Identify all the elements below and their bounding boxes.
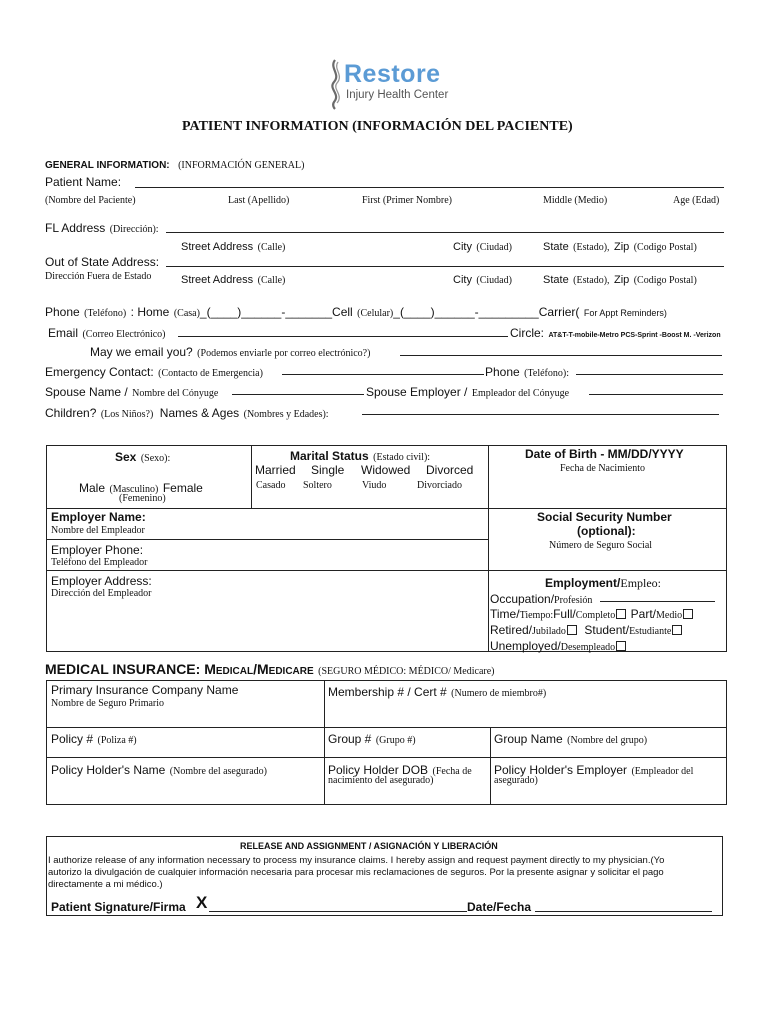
fl-address-field[interactable] xyxy=(166,232,724,233)
may-email-es: (Podemos enviarle por correo electrónico?) xyxy=(197,348,371,359)
divorced-option[interactable]: Divorced xyxy=(426,463,474,477)
cell-phone-field[interactable]: _(____)______-_________ xyxy=(393,305,539,319)
logo-brand: Restore xyxy=(344,60,441,88)
logo-subtitle: Injury Health Center xyxy=(346,89,449,101)
fl-city-en: City xyxy=(453,241,472,253)
grid-divider xyxy=(490,727,491,805)
age-label: Age (Edad) xyxy=(673,195,720,206)
grid-divider xyxy=(324,680,325,805)
out-state-es: Dirección Fuera de Estado xyxy=(45,271,152,282)
carrier-circle xyxy=(510,324,721,342)
carrier-label: Carrier( xyxy=(538,305,580,319)
primary-insurance-label: Primary Insurance Company Name xyxy=(51,683,239,697)
signature-x: X xyxy=(196,893,208,912)
out-street-en: Street Address xyxy=(181,274,254,286)
insurance-heading-d: EDICARE xyxy=(268,666,314,677)
membership-en: Membership # / Cert # xyxy=(328,685,447,699)
insurance-heading-a: MEDICAL INSURANCE: M xyxy=(45,661,216,677)
date-field[interactable] xyxy=(535,911,712,912)
sex-es: (Sexo): xyxy=(140,453,171,464)
retired-en: Retired/ xyxy=(490,623,533,637)
email-field[interactable] xyxy=(178,336,508,337)
first-name-label: First (Primer Nombre) xyxy=(362,195,452,206)
patient-name-label: Patient Name: xyxy=(45,175,122,189)
soltero-label: Soltero xyxy=(303,480,332,491)
unemployed-es: Desempleado xyxy=(560,642,616,653)
grid-divider xyxy=(251,445,252,508)
unemployed-en: Unemployed/ xyxy=(490,639,561,653)
ssn-label: Social Security Number xyxy=(537,510,672,524)
out-state-en: State xyxy=(543,274,569,286)
divorciado-label: Divorciado xyxy=(417,480,462,491)
cell-label-es: (Celular) xyxy=(357,308,394,319)
employer-address-es: Dirección del Empleador xyxy=(51,588,152,599)
emergency-phone-en: Phone xyxy=(485,365,520,379)
phone-row xyxy=(45,303,667,321)
fl-zip-en: Zip xyxy=(613,241,630,253)
dob-es: Fecha de Nacimiento xyxy=(560,463,645,474)
general-heading xyxy=(45,155,304,173)
release-text-2: autorizo la divulgación de cualquier información necesaria para procesar mis reclamaciones de seguros. Por la presente asignar y solicitar el pago xyxy=(48,867,664,878)
home-label-es: (Casa) xyxy=(173,308,200,319)
children-label xyxy=(45,404,329,422)
time-en: Time/ xyxy=(490,607,520,621)
employer-address-label: Employer Address: xyxy=(51,574,152,588)
female-option[interactable]: Female xyxy=(162,481,203,495)
policy-holder-dob-es2: nacimiento del asegurado) xyxy=(328,775,434,786)
policy-holder-employer-en: Policy Holder's Employer xyxy=(494,763,628,777)
policy-holder-dob-en: Policy Holder DOB xyxy=(328,763,429,777)
out-zip-en: Zip xyxy=(613,274,630,286)
patient-name-field[interactable] xyxy=(135,187,724,188)
insurance-heading-es: (SEGURO MÉDICO: MÉDICO/ Medicare) xyxy=(318,666,495,677)
full-time-en: Full/ xyxy=(553,607,576,621)
emergency-field[interactable] xyxy=(282,374,484,375)
student-es: Estudiante xyxy=(629,626,672,637)
emergency-label xyxy=(45,363,263,381)
children-field[interactable] xyxy=(362,414,719,415)
part-time-en: Part/ xyxy=(630,607,657,621)
fl-address-label xyxy=(45,219,159,237)
fl-zip-es: (Codigo Postal) xyxy=(633,242,697,253)
grid-divider xyxy=(46,727,727,728)
children-en: Children? xyxy=(45,406,97,420)
release-text-1: I authorize release of any information necessary to process my insurance claims. I hereby assign and request payment directly to my physician.(Yo xyxy=(48,855,665,866)
may-email-label xyxy=(90,343,370,361)
policy-holder-employer-es: (Empleador del xyxy=(631,766,694,777)
fl-street-en: Street Address xyxy=(181,241,254,253)
time-es: Tiempo: xyxy=(519,610,554,621)
fl-state-en: State xyxy=(543,241,569,253)
spouse-en: Spouse Name / xyxy=(45,385,128,399)
policy-holder-es: (Nombre del asegurado) xyxy=(169,766,267,777)
home-label: : Home xyxy=(130,305,170,319)
marital-es: (Estado civil): xyxy=(373,452,431,463)
home-phone-field[interactable]: _(____)______-_______ xyxy=(199,305,333,319)
policy-label xyxy=(51,730,137,748)
unemployed-row xyxy=(490,637,626,655)
group-number-es: (Grupo #) xyxy=(375,735,416,746)
retired-es: Jubilado xyxy=(532,626,566,637)
group-name-label xyxy=(494,730,647,748)
carrier-note: For Appt Reminders) xyxy=(583,308,667,318)
female-option-es: (Femenino) xyxy=(119,493,166,504)
release-text-3: directamente a mi médico.) xyxy=(48,879,163,890)
insurance-heading-b: EDICAL xyxy=(215,666,254,677)
male-option-es: (Masculino) xyxy=(109,484,159,495)
page-title: PATIENT INFORMATION (INFORMACIÓN DEL PACIENTE) xyxy=(182,119,573,134)
viudo-label: Viudo xyxy=(362,480,387,491)
student-en: Student/ xyxy=(584,623,630,637)
grid-divider xyxy=(46,508,727,509)
middle-name-label: Middle (Medio) xyxy=(543,195,608,206)
date-label: Date/Fecha xyxy=(467,900,532,914)
fl-street-es: (Calle) xyxy=(257,242,286,253)
marital-en: Marital Status xyxy=(290,449,369,463)
fl-state-label xyxy=(543,237,697,255)
spouse-es: Nombre del Cónyuge xyxy=(132,388,219,399)
phone-label: Phone xyxy=(45,305,80,319)
employment-es: Empleo: xyxy=(620,576,662,590)
sex-en: Sex xyxy=(115,450,137,464)
spouse-employer-field[interactable] xyxy=(589,394,723,395)
employer-phone-label: Employer Phone: xyxy=(51,543,144,557)
widowed-option[interactable]: Widowed xyxy=(361,463,411,477)
out-street-es: (Calle) xyxy=(257,275,286,286)
phone-label-es: (Teléfono) xyxy=(84,308,127,319)
spouse-employer-en: Spouse Employer / xyxy=(366,385,468,399)
single-option[interactable]: Single xyxy=(311,463,345,477)
occupation-field[interactable] xyxy=(600,601,715,602)
dob-label: Date of Birth - MM/DD/YYYY xyxy=(525,447,684,461)
emergency-phone-label xyxy=(485,363,569,381)
children-es: (Los Niños?) xyxy=(100,409,154,420)
policy-holder-dob-es: (Fecha de xyxy=(432,766,472,777)
full-time-checkbox[interactable] xyxy=(616,609,626,619)
occupation-es: Profesión xyxy=(554,595,593,606)
employer-phone-es: Teléfono del Empleador xyxy=(51,557,148,568)
employment-en: Employment/ xyxy=(545,576,621,590)
last-name-label: Last (Apellido) xyxy=(228,195,290,206)
may-email-en: May we email you? xyxy=(90,345,193,359)
out-state-zip-label xyxy=(543,270,697,288)
employer-name-label: Employer Name: xyxy=(51,510,146,524)
unemployed-checkbox[interactable] xyxy=(616,641,626,651)
signature-label: Patient Signature/Firma xyxy=(51,900,186,914)
casado-label: Casado xyxy=(256,480,286,491)
primary-insurance-es: Nombre de Seguro Primario xyxy=(51,698,165,709)
grid-divider xyxy=(46,757,727,758)
insurance-heading xyxy=(45,661,495,679)
out-zip-es: (Codigo Postal) xyxy=(633,275,697,286)
occupation-en: Occupation/ xyxy=(490,592,555,606)
spouse-employer-label xyxy=(366,383,569,401)
email-label xyxy=(48,324,166,342)
fl-state-es: (Estado), xyxy=(573,242,610,253)
may-email-field[interactable] xyxy=(400,355,722,356)
fl-address-es: (Dirección): xyxy=(109,224,159,235)
group-name-es: (Nombre del grupo) xyxy=(567,735,648,746)
release-title: RELEASE AND ASSIGNMENT / ASIGNACIÓN Y LIBERACIÓN xyxy=(240,841,498,851)
sex-label xyxy=(115,448,170,466)
spouse-label xyxy=(45,383,218,401)
group-number-label xyxy=(328,730,416,748)
names-ages-en: Names & Ages xyxy=(159,406,240,420)
general-heading-en: GENERAL INFORMATION: xyxy=(45,160,170,171)
out-street-label xyxy=(181,270,285,288)
full-time-es: Completo xyxy=(575,610,616,621)
out-city-es: (Ciudad) xyxy=(476,275,512,286)
ssn-optional: (optional): xyxy=(577,524,636,538)
names-ages-es: (Nombres y Edades): xyxy=(243,409,329,420)
spouse-field[interactable] xyxy=(232,394,364,395)
out-city-label xyxy=(453,270,512,288)
ssn-es: Número de Seguro Social xyxy=(549,540,653,551)
email-label-es: (Correo Electrónico) xyxy=(82,329,166,340)
emergency-phone-es: (Teléfono): xyxy=(524,368,569,379)
out-state-field[interactable] xyxy=(166,266,724,267)
policy-holder-en: Policy Holder's Name xyxy=(51,763,166,777)
spouse-employer-es: Empleador del Cónyuge xyxy=(471,388,570,399)
carrier-options[interactable]: AT&T-T-mobile-Metro PCS-Sprint -Boost M. -Verizon xyxy=(548,332,721,339)
group-name-en: Group Name xyxy=(494,732,563,746)
logo xyxy=(325,58,455,110)
part-time-es: Medio xyxy=(656,610,683,621)
fl-city-es: (Ciudad) xyxy=(476,242,512,253)
married-option[interactable]: Married xyxy=(255,463,296,477)
out-state-label: Out of State Address: xyxy=(45,255,160,269)
emergency-phone-field[interactable] xyxy=(576,374,723,375)
employer-name-es: Nombre del Empleador xyxy=(51,525,145,536)
fl-street-label xyxy=(181,237,285,255)
signature-field[interactable] xyxy=(209,911,467,912)
membership-es: (Numero de miembro#) xyxy=(451,688,547,699)
email-label-en: Email xyxy=(48,326,79,340)
out-city-en: City xyxy=(453,274,472,286)
emergency-es: (Contacto de Emergencia) xyxy=(158,368,263,379)
grid-divider xyxy=(488,445,489,652)
fl-address-en: FL Address xyxy=(45,221,106,235)
membership-label xyxy=(328,683,546,701)
insurance-heading-c: /M xyxy=(253,661,269,677)
cell-label: Cell xyxy=(332,305,353,319)
fl-city-label xyxy=(453,237,512,255)
male-option[interactable]: Male xyxy=(79,481,106,495)
emergency-en: Emergency Contact: xyxy=(45,365,154,379)
general-heading-es: (INFORMACIÓN GENERAL) xyxy=(178,160,305,171)
policy-es: (Poliza #) xyxy=(97,735,137,746)
out-estado-es: (Estado), xyxy=(573,275,610,286)
policy-en: Policy # xyxy=(51,732,94,746)
student-checkbox[interactable] xyxy=(672,625,682,635)
retired-checkbox[interactable] xyxy=(567,625,577,635)
policy-holder-label xyxy=(51,761,267,779)
part-time-checkbox[interactable] xyxy=(683,609,693,619)
grid-divider xyxy=(46,570,727,571)
group-number-en: Group # xyxy=(328,732,372,746)
policy-holder-employer-es2: asegurado) xyxy=(494,775,538,786)
circle-label: Circle: xyxy=(510,326,545,340)
patient-name-es: (Nombre del Paciente) xyxy=(45,195,136,206)
grid-divider xyxy=(46,539,489,540)
